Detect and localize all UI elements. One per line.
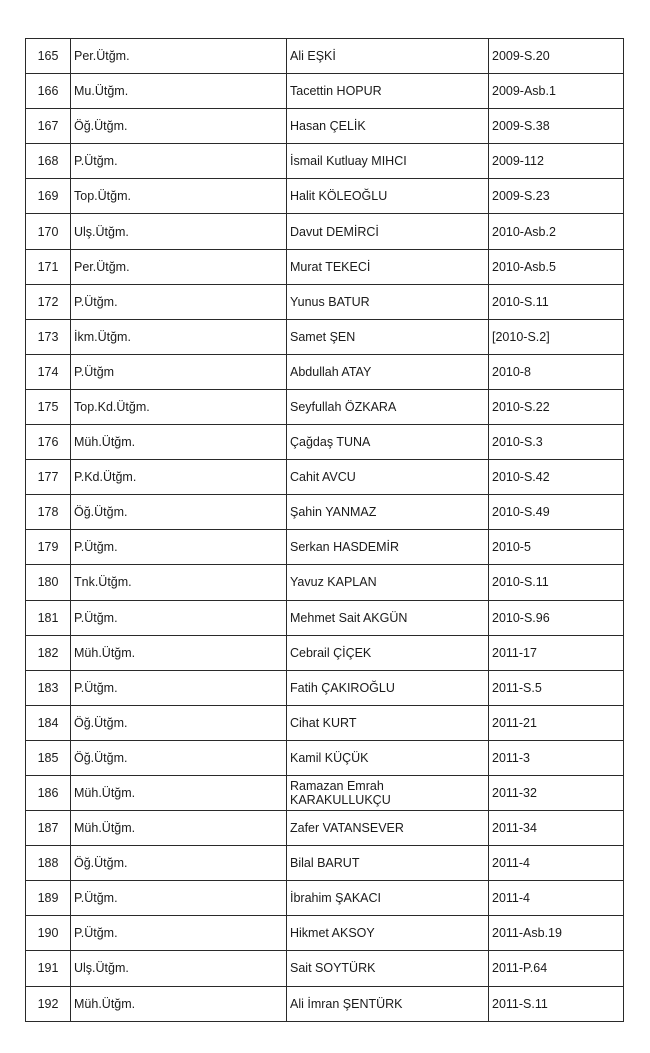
rank-cell: P.Ütğm	[71, 354, 287, 389]
name-cell: Serkan HASDEMİR	[287, 530, 489, 565]
name-cell: Bilal BARUT	[287, 846, 489, 881]
row-number: 188	[26, 846, 71, 881]
class-cell: 2010-S.96	[489, 600, 624, 635]
class-cell: 2009-S.20	[489, 39, 624, 74]
class-cell: 2011-S.5	[489, 670, 624, 705]
rank-cell: Öğ.Ütğm.	[71, 740, 287, 775]
row-number: 182	[26, 635, 71, 670]
class-cell: 2011-P.64	[489, 951, 624, 986]
row-number: 180	[26, 565, 71, 600]
class-cell: 2010-Asb.2	[489, 214, 624, 249]
class-cell: 2010-S.49	[489, 495, 624, 530]
class-cell: 2009-S.23	[489, 179, 624, 214]
name-cell: İbrahim ŞAKACI	[287, 881, 489, 916]
name-cell: Yunus BATUR	[287, 284, 489, 319]
name-cell: Seyfullah ÖZKARA	[287, 389, 489, 424]
table-row	[26, 319, 624, 354]
row-number: 183	[26, 670, 71, 705]
table-row	[26, 39, 624, 74]
class-cell: 2010-S.22	[489, 389, 624, 424]
rank-cell: Ulş.Ütğm.	[71, 951, 287, 986]
name-cell: Abdullah ATAY	[287, 354, 489, 389]
table-row	[26, 740, 624, 775]
row-number: 192	[26, 986, 71, 1021]
class-cell: 2010-S.3	[489, 425, 624, 460]
rank-cell: Öğ.Ütğm.	[71, 846, 287, 881]
name-cell: Tacettin HOPUR	[287, 74, 489, 109]
table-row	[26, 249, 624, 284]
rank-cell: Tnk.Ütğm.	[71, 565, 287, 600]
name-cell: İsmail Kutluay MIHCI	[287, 144, 489, 179]
rank-cell: Müh.Ütğm.	[71, 775, 287, 810]
class-cell: 2009-112	[489, 144, 624, 179]
rank-cell: Per.Ütğm.	[71, 39, 287, 74]
rank-cell: P.Kd.Ütğm.	[71, 460, 287, 495]
rank-cell: P.Ütğm.	[71, 144, 287, 179]
rank-cell: Öğ.Ütğm.	[71, 705, 287, 740]
class-cell: 2011-Asb.19	[489, 916, 624, 951]
row-number: 175	[26, 389, 71, 424]
row-number: 185	[26, 740, 71, 775]
table-row	[26, 600, 624, 635]
name-cell: Halit KÖLEOĞLU	[287, 179, 489, 214]
row-number: 168	[26, 144, 71, 179]
rank-cell: P.Ütğm.	[71, 284, 287, 319]
class-cell: 2010-5	[489, 530, 624, 565]
rank-cell: Per.Ütğm.	[71, 249, 287, 284]
name-cell: Yavuz KAPLAN	[287, 565, 489, 600]
name-cell: Hasan ÇELİK	[287, 109, 489, 144]
table-row	[26, 951, 624, 986]
name-cell: Davut DEMİRCİ	[287, 214, 489, 249]
name-cell: Ramazan Emrah KARAKULLUKÇU	[287, 775, 489, 810]
table-row	[26, 354, 624, 389]
personnel-table	[25, 38, 624, 1022]
name-cell: Ali İmran ŞENTÜRK	[287, 986, 489, 1021]
rank-cell: Ulş.Ütğm.	[71, 214, 287, 249]
class-cell: 2009-Asb.1	[489, 74, 624, 109]
table-row	[26, 846, 624, 881]
table-row	[26, 460, 624, 495]
row-number: 171	[26, 249, 71, 284]
class-cell: 2011-4	[489, 881, 624, 916]
class-cell: 2010-8	[489, 354, 624, 389]
name-cell: Şahin YANMAZ	[287, 495, 489, 530]
name-cell: Çağdaş TUNA	[287, 425, 489, 460]
class-cell: 2010-S.11	[489, 284, 624, 319]
table-row	[26, 986, 624, 1021]
rank-cell: Müh.Ütğm.	[71, 425, 287, 460]
table-row	[26, 670, 624, 705]
rank-cell: Müh.Ütğm.	[71, 635, 287, 670]
table-row	[26, 916, 624, 951]
class-cell: 2011-S.11	[489, 986, 624, 1021]
class-cell: 2011-3	[489, 740, 624, 775]
row-number: 181	[26, 600, 71, 635]
table-row	[26, 530, 624, 565]
name-cell: Cebrail ÇİÇEK	[287, 635, 489, 670]
rank-cell: P.Ütğm.	[71, 530, 287, 565]
table-row	[26, 705, 624, 740]
rank-cell: P.Ütğm.	[71, 881, 287, 916]
row-number: 189	[26, 881, 71, 916]
row-number: 172	[26, 284, 71, 319]
class-cell: 2011-32	[489, 775, 624, 810]
table-row	[26, 425, 624, 460]
rank-cell: Top.Ütğm.	[71, 179, 287, 214]
name-cell: Hikmet AKSOY	[287, 916, 489, 951]
rank-cell: Top.Kd.Ütğm.	[71, 389, 287, 424]
row-number: 191	[26, 951, 71, 986]
row-number: 184	[26, 705, 71, 740]
class-cell: 2010-Asb.5	[489, 249, 624, 284]
row-number: 178	[26, 495, 71, 530]
class-cell: 2010-S.11	[489, 565, 624, 600]
class-cell: 2010-S.42	[489, 460, 624, 495]
row-number: 186	[26, 775, 71, 810]
name-cell: Zafer VATANSEVER	[287, 811, 489, 846]
row-number: 165	[26, 39, 71, 74]
table-row	[26, 179, 624, 214]
row-number: 179	[26, 530, 71, 565]
rank-cell: P.Ütğm.	[71, 670, 287, 705]
row-number: 173	[26, 319, 71, 354]
table-row	[26, 495, 624, 530]
name-cell: Kamil KÜÇÜK	[287, 740, 489, 775]
row-number: 170	[26, 214, 71, 249]
name-cell: Mehmet Sait AKGÜN	[287, 600, 489, 635]
class-cell: 2009-S.38	[489, 109, 624, 144]
name-cell: Murat TEKECİ	[287, 249, 489, 284]
row-number: 190	[26, 916, 71, 951]
rank-cell: Müh.Ütğm.	[71, 811, 287, 846]
rank-cell: Öğ.Ütğm.	[71, 495, 287, 530]
class-cell: 2011-21	[489, 705, 624, 740]
table-row	[26, 284, 624, 319]
table-row	[26, 144, 624, 179]
row-number: 169	[26, 179, 71, 214]
name-cell: Fatih ÇAKIROĞLU	[287, 670, 489, 705]
row-number: 187	[26, 811, 71, 846]
class-cell: 2011-34	[489, 811, 624, 846]
table-row	[26, 811, 624, 846]
table-row	[26, 565, 624, 600]
row-number: 177	[26, 460, 71, 495]
table-row	[26, 881, 624, 916]
personnel-table-body	[26, 39, 624, 1022]
name-cell: Sait SOYTÜRK	[287, 951, 489, 986]
rank-cell: P.Ütğm.	[71, 916, 287, 951]
row-number: 174	[26, 354, 71, 389]
table-row	[26, 775, 624, 810]
rank-cell: P.Ütğm.	[71, 600, 287, 635]
class-cell: [2010-S.2]	[489, 319, 624, 354]
rank-cell: Müh.Ütğm.	[71, 986, 287, 1021]
table-row	[26, 635, 624, 670]
table-row	[26, 109, 624, 144]
name-cell: Samet ŞEN	[287, 319, 489, 354]
row-number: 166	[26, 74, 71, 109]
name-cell: Cahit AVCU	[287, 460, 489, 495]
rank-cell: İkm.Ütğm.	[71, 319, 287, 354]
class-cell: 2011-17	[489, 635, 624, 670]
table-row	[26, 74, 624, 109]
row-number: 176	[26, 425, 71, 460]
name-cell: Cihat KURT	[287, 705, 489, 740]
rank-cell: Mu.Ütğm.	[71, 74, 287, 109]
rank-cell: Öğ.Ütğm.	[71, 109, 287, 144]
class-cell: 2011-4	[489, 846, 624, 881]
table-row	[26, 214, 624, 249]
table-row	[26, 389, 624, 424]
name-cell: Ali EŞKİ	[287, 39, 489, 74]
row-number: 167	[26, 109, 71, 144]
